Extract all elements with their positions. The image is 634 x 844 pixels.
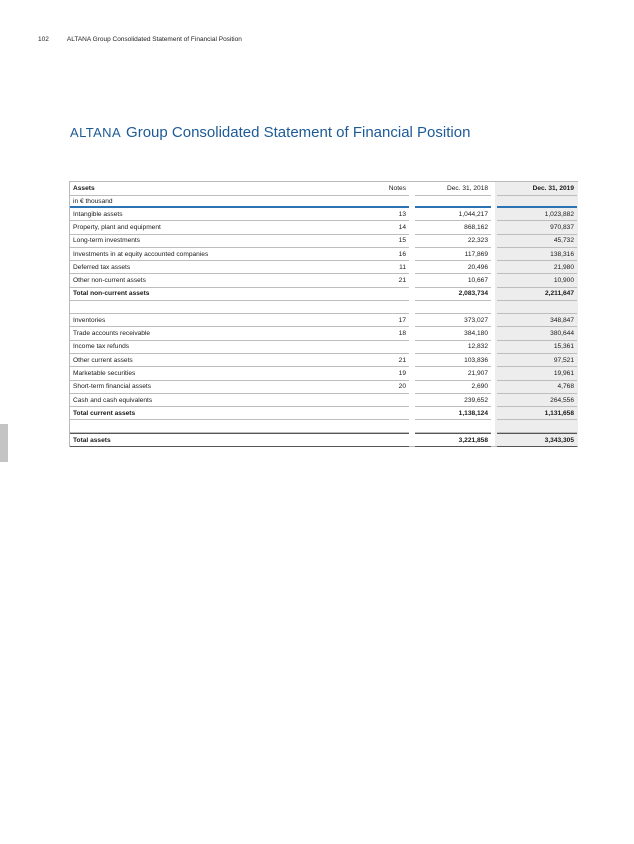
- table-row: [70, 261, 577, 274]
- row-label: Property, plant and equipment: [70, 221, 329, 234]
- row-label: Other non-current assets: [70, 274, 329, 287]
- row-label: Deferred tax assets: [70, 261, 329, 274]
- row-value-2018: 20,496: [415, 261, 491, 274]
- table-row: [70, 208, 577, 221]
- row-label: Short-term financial assets: [70, 381, 329, 394]
- row-value-2019: 970,837: [497, 221, 577, 234]
- row-value-2018: 21,907: [415, 367, 491, 380]
- header-notes: Notes: [329, 182, 409, 196]
- row-label: Trade accounts receivable: [70, 327, 329, 340]
- header-assets: Assets: [70, 182, 329, 196]
- row-label: Marketable securities: [70, 367, 329, 380]
- table-row: [70, 354, 577, 367]
- row-value-2019: 348,847: [497, 314, 577, 327]
- row-label: Long-term investments: [70, 235, 329, 248]
- row-notes: 14: [329, 221, 409, 234]
- header-2019: Dec. 31, 2019: [497, 182, 577, 196]
- table-row: [70, 274, 577, 287]
- row-value-2018: 22,323: [415, 235, 491, 248]
- row-value-2019: 264,556: [497, 394, 577, 407]
- row-notes: 21: [329, 354, 409, 367]
- total-row: [70, 407, 577, 420]
- page-title: [70, 124, 470, 141]
- table-row: [70, 248, 577, 261]
- row-notes: [329, 341, 409, 354]
- row-value-2018: 2,690: [415, 381, 491, 394]
- total-row: [70, 433, 577, 446]
- table-row: [70, 327, 577, 340]
- row-value-2018: 239,652: [415, 394, 491, 407]
- row-value-2018: 373,027: [415, 314, 491, 327]
- row-notes: 11: [329, 261, 409, 274]
- row-label: Total non-current assets: [70, 288, 329, 301]
- table-row: [70, 235, 577, 248]
- row-notes: 20: [329, 381, 409, 394]
- row-notes: 17: [329, 314, 409, 327]
- page-side-marker: [0, 424, 8, 462]
- row-value-2019: 19,961: [497, 367, 577, 380]
- row-value-2019: 3,343,305: [497, 433, 577, 446]
- header-2018: Dec. 31, 2018: [415, 182, 491, 196]
- table-row: [70, 314, 577, 327]
- row-notes: 15: [329, 235, 409, 248]
- row-notes: 13: [329, 208, 409, 221]
- row-value-2019: 21,980: [497, 261, 577, 274]
- running-header: [38, 36, 242, 43]
- row-label: Investments in at equity accounted companies: [70, 248, 329, 261]
- row-label: Income tax refunds: [70, 341, 329, 354]
- row-value-2018: 2,083,734: [415, 288, 491, 301]
- spacer-row: [70, 420, 577, 433]
- row-value-2019: 4,768: [497, 381, 577, 394]
- row-value-2018: 12,832: [415, 341, 491, 354]
- row-label: Total current assets: [70, 407, 329, 420]
- row-notes: 18: [329, 327, 409, 340]
- running-title: ALTANA Group Consolidated Statement of Financial Position: [66, 36, 242, 43]
- table-row: [70, 221, 577, 234]
- row-label: Other current assets: [70, 354, 329, 367]
- row-value-2019: 138,316: [497, 248, 577, 261]
- row-value-2018: 117,869: [415, 248, 491, 261]
- row-value-2018: 103,836: [415, 354, 491, 367]
- row-value-2018: 1,138,124: [415, 407, 491, 420]
- row-notes: [329, 288, 409, 301]
- row-notes: [329, 394, 409, 407]
- row-value-2019: 1,023,882: [497, 208, 577, 221]
- page-number: 102: [38, 36, 49, 43]
- unit-label: in € thousand: [70, 196, 329, 208]
- row-notes: [329, 433, 409, 446]
- assets-table: [70, 182, 577, 447]
- table-row: [70, 341, 577, 354]
- row-value-2019: 1,131,658: [497, 407, 577, 420]
- financial-position-table: [69, 181, 578, 447]
- row-value-2019: 380,644: [497, 327, 577, 340]
- row-notes: 21: [329, 274, 409, 287]
- row-value-2019: 10,900: [497, 274, 577, 287]
- row-value-2019: 45,732: [497, 235, 577, 248]
- row-label: Inventories: [70, 314, 329, 327]
- row-notes: 19: [329, 367, 409, 380]
- total-row: [70, 288, 577, 301]
- spacer-row: [70, 301, 577, 314]
- row-value-2019: 15,361: [497, 341, 577, 354]
- title-brand: ALTANA: [70, 125, 122, 140]
- row-value-2019: 97,521: [497, 354, 577, 367]
- row-value-2018: 1,044,217: [415, 208, 491, 221]
- row-value-2019: 2,211,647: [497, 288, 577, 301]
- table-row: [70, 381, 577, 394]
- row-value-2018: 868,162: [415, 221, 491, 234]
- row-value-2018: 10,667: [415, 274, 491, 287]
- table-row: [70, 394, 577, 407]
- row-label: Total assets: [70, 433, 329, 446]
- row-notes: [329, 407, 409, 420]
- row-value-2018: 384,180: [415, 327, 491, 340]
- row-value-2018: 3,221,858: [415, 433, 491, 446]
- row-label: Intangible assets: [70, 208, 329, 221]
- table-header-row: [70, 182, 577, 196]
- row-label: Cash and cash equivalents: [70, 394, 329, 407]
- title-text: Group Consolidated Statement of Financial Position: [126, 124, 471, 141]
- unit-row: [70, 196, 577, 208]
- table-row: [70, 367, 577, 380]
- row-notes: 16: [329, 248, 409, 261]
